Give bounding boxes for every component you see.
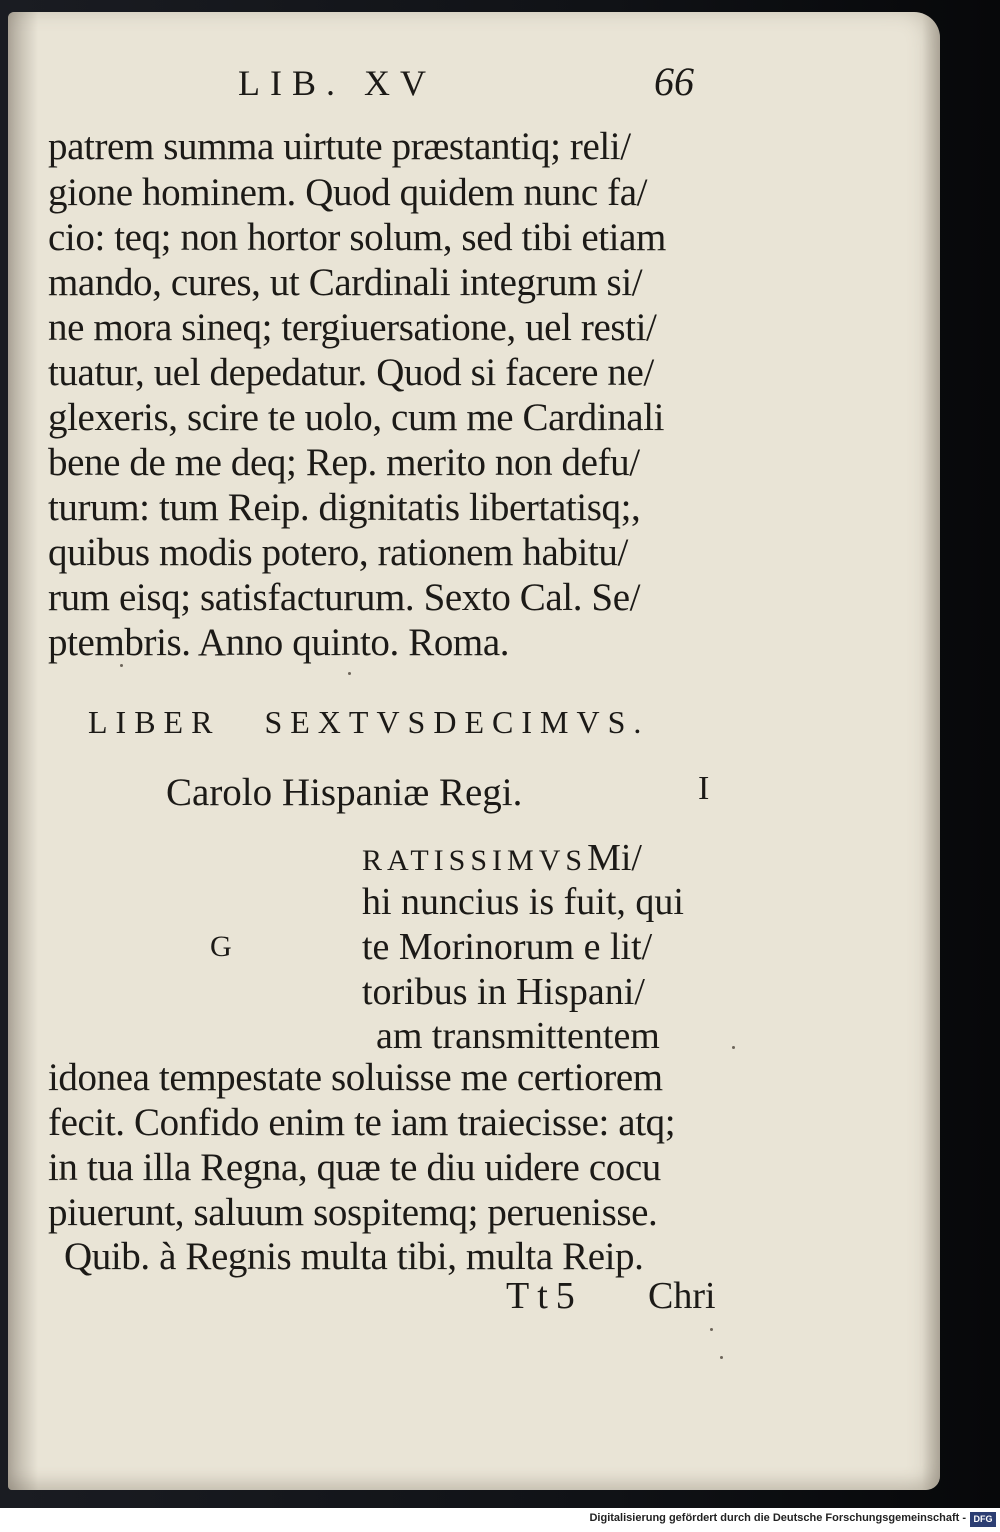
footer-band bbox=[0, 1508, 1000, 1532]
page-gutter-shadow bbox=[8, 12, 38, 1490]
text-line: rum eisq; satisfacturum. Sexto Cal. Se/ bbox=[48, 576, 641, 619]
opening-rest: Mi/ bbox=[587, 837, 642, 879]
text-line: fecit. Confido enim te iam traiecisse: atq; bbox=[48, 1101, 676, 1144]
text-line: idonea tempestate soluisse me certiorem bbox=[48, 1056, 663, 1099]
text-line: am transmittentem bbox=[376, 1015, 660, 1057]
book-page bbox=[8, 12, 940, 1490]
book-heading-part1: LIBER bbox=[88, 704, 221, 740]
paper-speck bbox=[710, 1328, 713, 1331]
text-line: cio: teq; non hortor solum, sed tibi etiam bbox=[48, 216, 666, 259]
book-heading bbox=[88, 704, 649, 741]
signature-mark: Tt5 bbox=[506, 1275, 583, 1317]
letter-number: I bbox=[698, 770, 710, 807]
paper-speck bbox=[120, 664, 123, 667]
paper-speck bbox=[720, 1356, 723, 1359]
letter-title: Carolo Hispaniæ Regi. bbox=[166, 771, 523, 814]
text-line: ptembris. Anno quinto. Roma. bbox=[48, 621, 510, 664]
book-heading-part2: SEXTVSDECIMVS. bbox=[264, 704, 650, 740]
text-line: turum: tum Reip. dignitatis libertatisq;, bbox=[48, 486, 641, 529]
text-line: piuerunt, saluum sospitemq; peruenisse. bbox=[48, 1191, 658, 1234]
text-line: glexeris, scire te uolo, cum me Cardinali bbox=[48, 396, 665, 439]
paper-speck bbox=[348, 672, 351, 675]
text-line: quibus modis potero, rationem habitu/ bbox=[48, 531, 628, 574]
text-line: bene de me deq; Rep. merito non defu/ bbox=[48, 441, 640, 484]
text-line: toribus in Hispani/ bbox=[362, 971, 645, 1013]
text-line: gione hominem. Quod quidem nunc fa/ bbox=[48, 171, 648, 214]
catchword: Chri bbox=[648, 1275, 716, 1317]
text-line: mando, cures, ut Cardinali integrum si/ bbox=[48, 261, 643, 304]
text-line bbox=[362, 836, 642, 880]
text-line: te Morinorum e lit/ bbox=[362, 926, 653, 968]
text-line: Quib. à Regnis multa tibi, multa Reip. bbox=[64, 1235, 644, 1278]
text-line: in tua illa Regna, quæ te diu uidere cocu bbox=[48, 1146, 661, 1189]
digitization-credit: Digitalisierung gefördert durch die Deutsche Forschungsgemeinschaft - bbox=[589, 1512, 966, 1524]
drop-initial-guide-letter: G bbox=[210, 930, 232, 963]
page-edge-shadow bbox=[922, 12, 940, 1490]
text-line: tuatur, uel depedatur. Quod si facere ne/ bbox=[48, 351, 654, 394]
text-line: patrem summa uirtute præstantiq; reli/ bbox=[48, 125, 631, 168]
text-line: ne mora sineq; tergiuersatione, uel resti/ bbox=[48, 306, 657, 349]
text-line: hi nuncius is fuit, qui bbox=[362, 881, 684, 923]
dfg-logo: DFG bbox=[970, 1512, 996, 1527]
running-head: LIB. XV bbox=[238, 63, 436, 103]
page-number: 66 bbox=[654, 59, 694, 104]
paper-speck bbox=[732, 1046, 735, 1049]
opening-capitals: RATISSIMVS bbox=[362, 844, 588, 877]
